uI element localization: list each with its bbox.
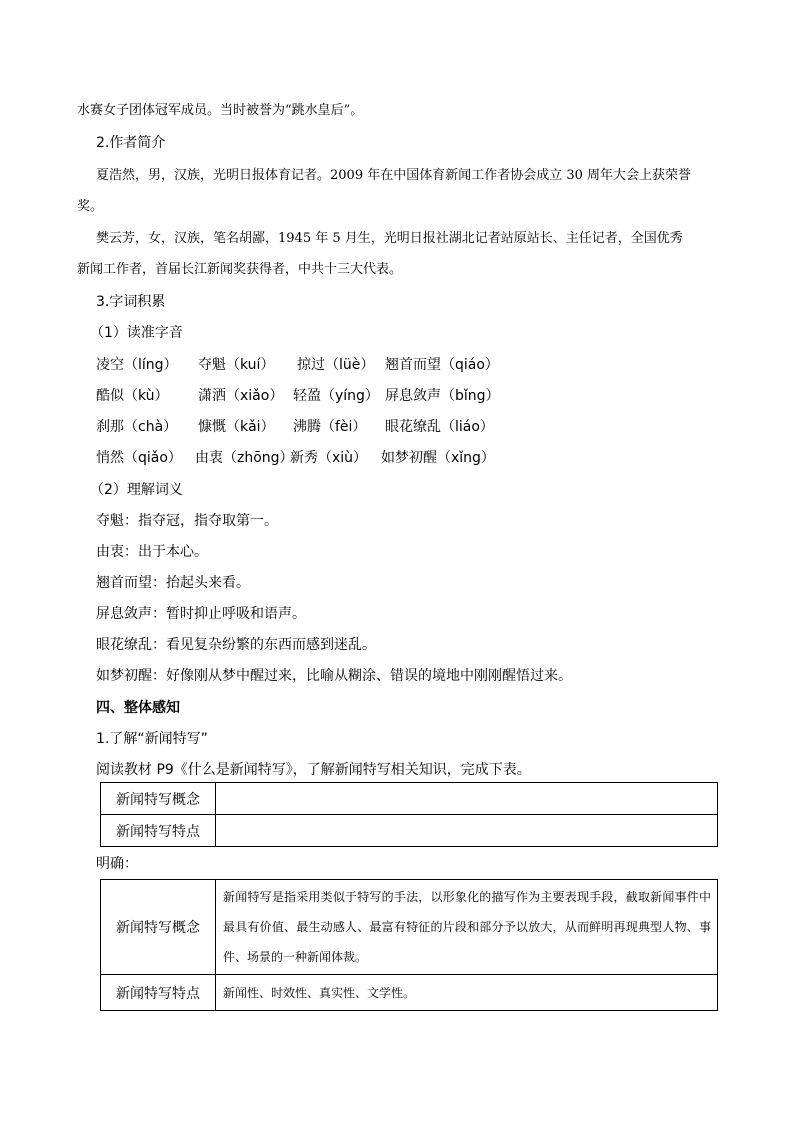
vocab-item: 酷似（kù） <box>96 388 169 404</box>
vocab-item: 潇洒（xiǎo） <box>198 388 284 404</box>
table-row <box>101 880 718 975</box>
table-label-features: 新闻特写特点 <box>101 815 216 847</box>
answer-label-concept: 新闻特写概念 <box>101 880 216 975</box>
author-para1-line1: 夏浩然，男，汉族，光明日报体育记者。2009 年在中国体育新闻工作者协会成立 30 周年大会上获荣誉 <box>96 168 692 183</box>
meaning-item: 夺魁：指夺冠，指夺取第一。 <box>96 513 278 529</box>
table-row <box>101 815 718 847</box>
table-blank-cell-concept <box>216 783 718 815</box>
vocab-item: 掠过（lüè） <box>297 357 375 373</box>
vocab-item: 慷慨（kǎi） <box>198 419 275 435</box>
vocab-sub2: （2）理解词义 <box>90 482 183 498</box>
meaning-item: 翘首而望：抬起头来看。 <box>96 575 250 591</box>
vocab-item: 轻盈（yíng） <box>293 388 379 404</box>
vocab-item: 由衷（zhōng） <box>195 450 294 466</box>
vocab-heading: 3.字词积累 <box>96 294 166 310</box>
meaning-item: 由衷：出于本心。 <box>96 544 208 560</box>
blank-table <box>100 782 718 847</box>
vocab-item: 新秀（xiù） <box>290 450 368 466</box>
table-row <box>101 783 718 815</box>
vocab-item: 夺魁（kuí） <box>198 357 275 373</box>
table-row <box>101 975 718 1011</box>
answer-value-features: 新闻性、时效性、真实性、文学性。 <box>216 975 718 1011</box>
table-blank-cell-features <box>216 815 718 847</box>
intro-tail-text: 水赛女子团体冠军成员。当时被誉为“跳水皇后”。 <box>77 103 364 118</box>
vocab-item: 眼花缭乱（liáo） <box>385 419 494 435</box>
vocab-item: 屏息敛声（bǐng） <box>385 388 500 404</box>
vocab-item: 翘首而望（qiáo） <box>385 357 499 373</box>
answer-table <box>100 879 718 1011</box>
vocab-item: 刹那（chà） <box>96 419 178 435</box>
vocab-item: 沸腾（fèi） <box>293 419 367 435</box>
clarify-label: 明确： <box>96 856 138 872</box>
section4-item1: 1.了解“新闻特写” <box>96 731 208 747</box>
meaning-item: 如梦初醒：好像刚从梦中醒过来，比喻从糊涂、错误的境地中刚刚醒悟过来。 <box>96 668 572 684</box>
vocab-item: 悄然（qiǎo） <box>96 450 182 466</box>
answer-value-concept: 新闻特写是指采用类似于特写的手法，以形象化的描写作为主要表现手段，截取新闻事件中最具有价值、最生动感人、最富有特征的片段和部分予以放大，从而鲜明再现典型人物、事件、场景的一种新闻体裁。 <box>216 880 718 975</box>
author-para1-line2: 奖。 <box>77 199 104 214</box>
vocab-item: 如梦初醒（xǐng） <box>381 450 495 466</box>
meaning-item: 屏息敛声：暂时抑止呼吸和语声。 <box>96 606 306 622</box>
section4-instruction: 阅读教材 P9《什么是新闻特写》，了解新闻特写相关知识，完成下表。 <box>96 762 531 778</box>
answer-label-features: 新闻特写特点 <box>101 975 216 1011</box>
table-label-concept: 新闻特写概念 <box>101 783 216 815</box>
author-para2-line1: 樊云芳，女，汉族，笔名胡鄙，1945 年 5 月生，光明日报社湖北记者站原站长、主任记者，全国优秀 <box>96 231 683 246</box>
author-heading: 2.作者简介 <box>96 135 166 151</box>
vocab-sub1: （1）读准字音 <box>90 325 183 341</box>
author-para2-line2: 新闻工作者，首届长江新闻奖获得者，中共十三大代表。 <box>77 262 403 277</box>
section4-heading: 四、整体感知 <box>96 700 180 716</box>
meaning-item: 眼花缭乱：看见复杂纷繁的东西而感到迷乱。 <box>96 637 376 653</box>
vocab-item: 凌空（líng） <box>96 357 178 373</box>
